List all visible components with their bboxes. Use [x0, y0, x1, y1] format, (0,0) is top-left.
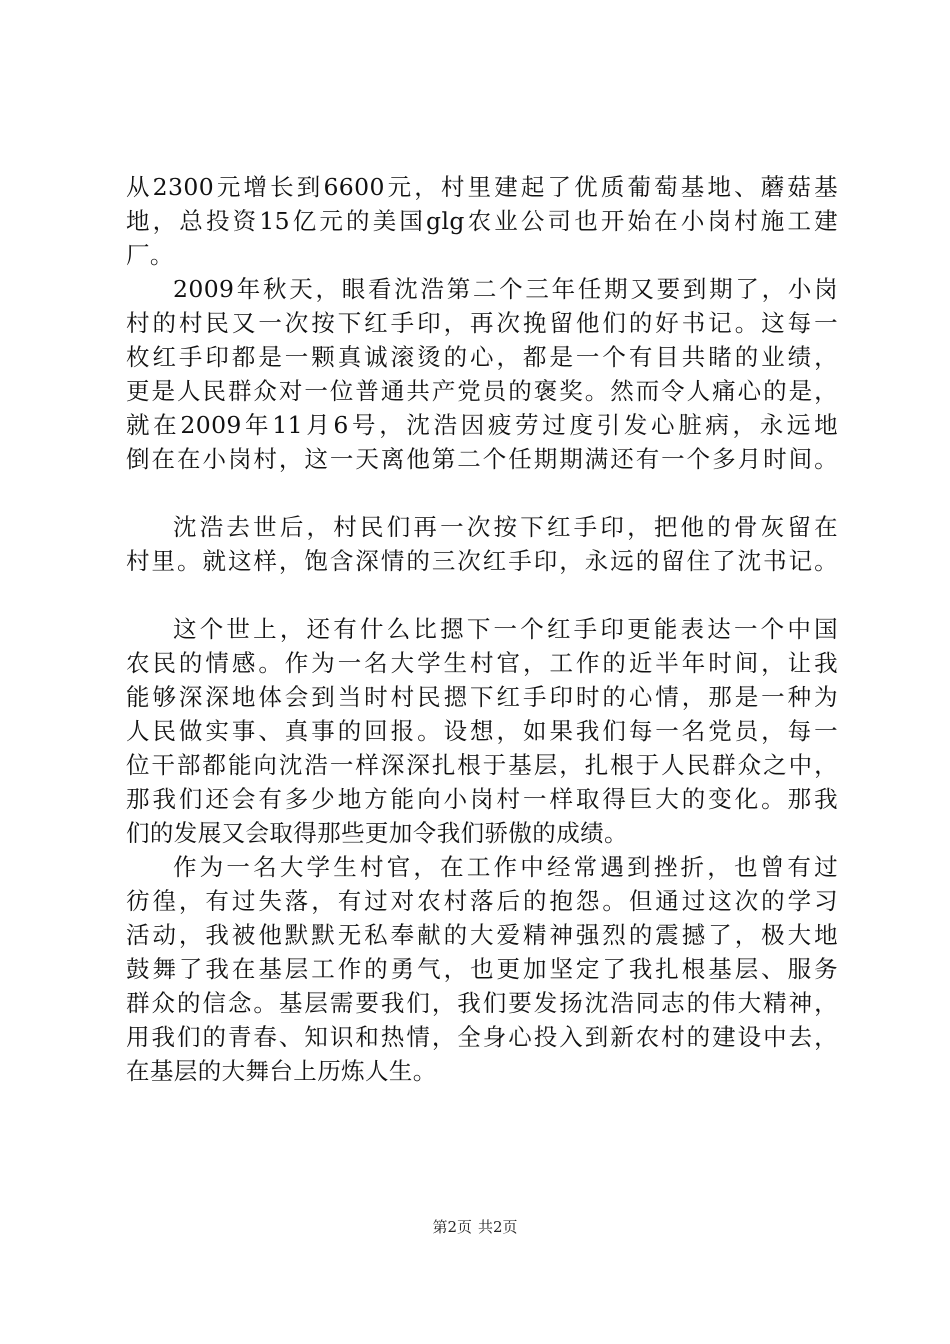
text-line: 村里。就这样，饱含深情的三次红手印，永远的留住了沈书记。 — [126, 547, 838, 575]
page-number: 第2页 — [432, 1218, 472, 1236]
text-line: 用我们的青春、知识和热情，全身心投入到新农村的建设中去， — [126, 1023, 838, 1051]
text-line: 鼓舞了我在基层工作的勇气，也更加坚定了我扎根基层、服务 — [126, 955, 838, 983]
text-line: 枚红手印都是一颗真诚滚烫的心，都是一个有目共睹的业绩， — [126, 343, 838, 371]
text-line: 农民的情感。作为一名大学生村官，工作的近半年时间，让我 — [126, 649, 838, 677]
text-line: 活动，我被他默默无私奉献的大爱精神强烈的震撼了，极大地 — [126, 921, 838, 949]
text-line: 村的村民又一次按下红手印，再次挽留他们的好书记。这每一 — [126, 309, 838, 337]
text-line: 从2300元增长到6600元，村里建起了优质葡萄基地、蘑菇基 — [126, 173, 838, 201]
text-line: 2009年秋天，眼看沈浩第二个三年任期又要到期了，小岗 — [173, 275, 838, 303]
text-line: 地，总投资15亿元的美国glg农业公司也开始在小岗村施工建 — [126, 207, 838, 235]
page-total: 共2页 — [478, 1218, 518, 1236]
paragraph — [126, 272, 838, 476]
text-line: 群众的信念。基层需要我们，我们要发扬沈浩同志的伟大精神， — [126, 989, 838, 1017]
paragraph — [126, 510, 838, 578]
text-line: 厂。 — [126, 241, 174, 269]
text-line: 就在2009年11月6号，沈浩因疲劳过度引发心脏病，永远地 — [126, 411, 838, 439]
paragraph — [126, 612, 838, 850]
text-line: 在基层的大舞台上历炼人生。 — [126, 1057, 437, 1085]
text-line: 更是人民群众对一位普通共产党员的褒奖。然而令人痛心的是， — [126, 377, 838, 405]
text-line: 位干部都能向沈浩一样深深扎根于基层，扎根于人民群众之中， — [126, 751, 838, 779]
text-line: 那我们还会有多少地方能向小岗村一样取得巨大的变化。那我 — [126, 785, 838, 813]
text-line: 倒在在小岗村，这一天离他第二个任期期满还有一个多月时间。 — [126, 445, 838, 473]
page-footer — [0, 1217, 950, 1237]
text-line: 彷徨，有过失落，有过对农村落后的抱怨。但通过这次的学习 — [126, 887, 838, 915]
paragraph — [126, 850, 838, 1088]
text-line: 这个世上，还有什么比摁下一个红手印更能表达一个中国 — [173, 615, 838, 643]
text-line: 人民做实事、真事的回报。设想，如果我们每一名党员，每一 — [126, 717, 838, 745]
text-line: 能够深深地体会到当时村民摁下红手印时的心情，那是一种为 — [126, 683, 838, 711]
text-line: 沈浩去世后，村民们再一次按下红手印，把他的骨灰留在 — [173, 513, 838, 541]
document-body — [126, 170, 838, 1088]
paragraph — [126, 170, 838, 272]
paragraph-gap — [126, 578, 838, 612]
paragraph-gap — [126, 476, 838, 510]
text-line: 们的发展又会取得那些更加令我们骄傲的成绩。 — [126, 819, 628, 847]
text-line: 作为一名大学生村官，在工作中经常遇到挫折，也曾有过 — [173, 853, 838, 881]
